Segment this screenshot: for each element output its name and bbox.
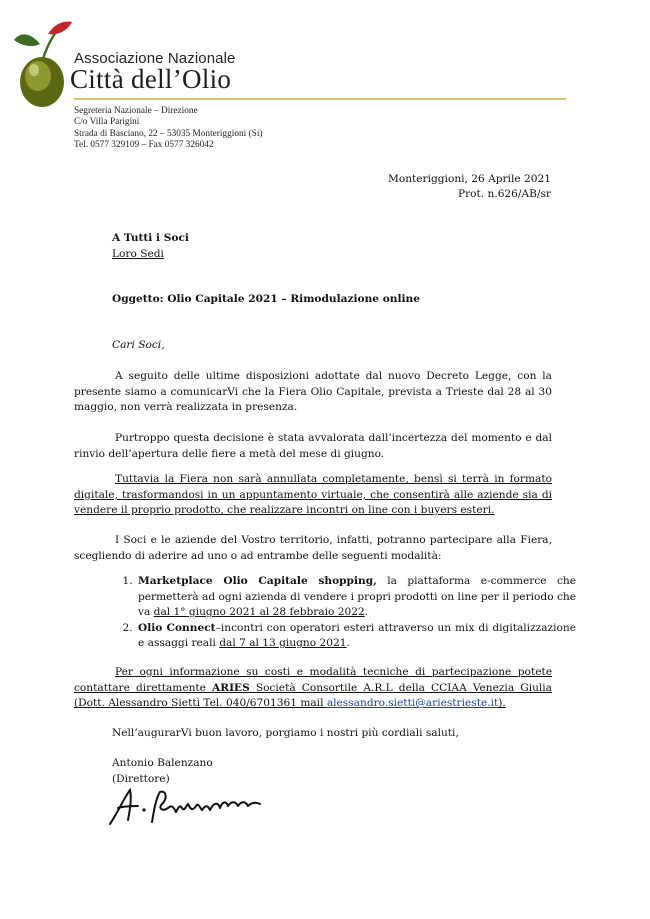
list-item xyxy=(136,574,576,621)
recipient-line2: Loro Sedi xyxy=(112,247,164,260)
list-item-dates: dal 1° giugno 2021 al 28 febbraio 2022 xyxy=(153,606,365,619)
list-item-text: la piattaforma e-commerce che permetterà ad ogni azienda di vendere i propri prodotti on line per il periodo che va xyxy=(138,575,576,619)
info-text: ). xyxy=(498,697,506,710)
protocol-number: Prot. n.626/AB/sr xyxy=(457,188,551,200)
office-address xyxy=(74,106,263,152)
subject-line: Oggetto: Olio Capitale 2021 – Rimodulazione online xyxy=(112,293,420,305)
signer-name: Antonio Balenzano xyxy=(112,757,213,769)
closing-line: Nell’augurarVi buon lavoro, porgiamo i nostri più cordiali saluti, xyxy=(112,727,459,739)
office-line: Segreteria Nazionale – Direzione xyxy=(74,106,198,116)
salutation: Cari Soci, xyxy=(112,339,165,351)
place-date: Monteriggioni, 26 Aprile 2021 xyxy=(387,173,551,185)
list-item-dates: dal 7 al 13 giugno 2021 xyxy=(219,637,347,650)
header-divider xyxy=(74,98,566,100)
office-line: C/o Villa Parigini xyxy=(74,117,140,128)
info-text: Per ogni informazione su costi e modalità tecniche di partecipazione potete contattare direttamente xyxy=(74,666,552,694)
office-line: Tel. 0577 329109 – Fax 0577 326042 xyxy=(74,140,214,151)
olive-logo-icon xyxy=(12,18,74,110)
recipient xyxy=(112,231,189,262)
org-name: Città dell’Olio xyxy=(70,64,232,94)
paragraph-2: Purtroppo questa decisione è stata avvalorata dall’incertezza del momento e dal rinvio dell’apertura delle fiere a metà del mese di giugno. xyxy=(74,432,552,460)
list-item xyxy=(136,621,576,652)
recipient-line1: A Tutti i Soci xyxy=(112,232,189,244)
list-item-title: Marketplace Olio Capitale shopping, xyxy=(138,575,377,587)
list-item-end: . xyxy=(364,606,369,619)
modalities-list xyxy=(112,574,576,652)
office-line: Strada di Basciano, 22 – 53035 Monteriggioni (Si) xyxy=(74,128,263,139)
list-item-title: Olio Connect xyxy=(138,621,216,634)
paragraph-1: A seguito delle ultime disposizioni adottate dal nuovo Decreto Legge, con la presente siamo a comunicarVi che la Fiera Olio Capitale, prevista a Trieste dal 28 al 30 maggio, non verrà realizzata in presenza. xyxy=(74,370,552,414)
paragraph-4: I Soci e le aziende del Vostro territorio, infatti, potranno partecipare alla Fiera, scegliendo di aderire ad uno o ad entrambe delle seguenti modalità: xyxy=(74,534,552,562)
date-block xyxy=(388,172,551,202)
paragraph-3: Tuttavia la Fiera non sarà annullata completamente, bensì si terrà in formato digitale, trasformandosi in un appuntamento virtuale, che consentirà alle aziende sia di vendere il proprio prodotto, che realizzare incontri on line con i buyers esteri. xyxy=(74,473,552,517)
info-text: Società Consortile A.R.L della CCIAA Venezia Giulia (Dott. Alessandro Siettì Tel. 040/6701361 mail xyxy=(74,681,552,710)
email-link[interactable]: alessandro.sietti@ariestrieste.it xyxy=(326,697,499,710)
org-prefix: Associazione Nazionale xyxy=(74,50,236,67)
signature-icon xyxy=(106,784,266,828)
signer-block xyxy=(112,756,213,787)
aries-name: ARIES xyxy=(212,681,250,694)
list-item-end: . xyxy=(346,637,350,650)
signer-role: (Direttore) xyxy=(112,772,170,785)
info-paragraph xyxy=(74,665,552,712)
list-item-text: –incontri con operatori esteri attraverso un mix di digitalizzazione e assaggi reali xyxy=(138,621,576,650)
